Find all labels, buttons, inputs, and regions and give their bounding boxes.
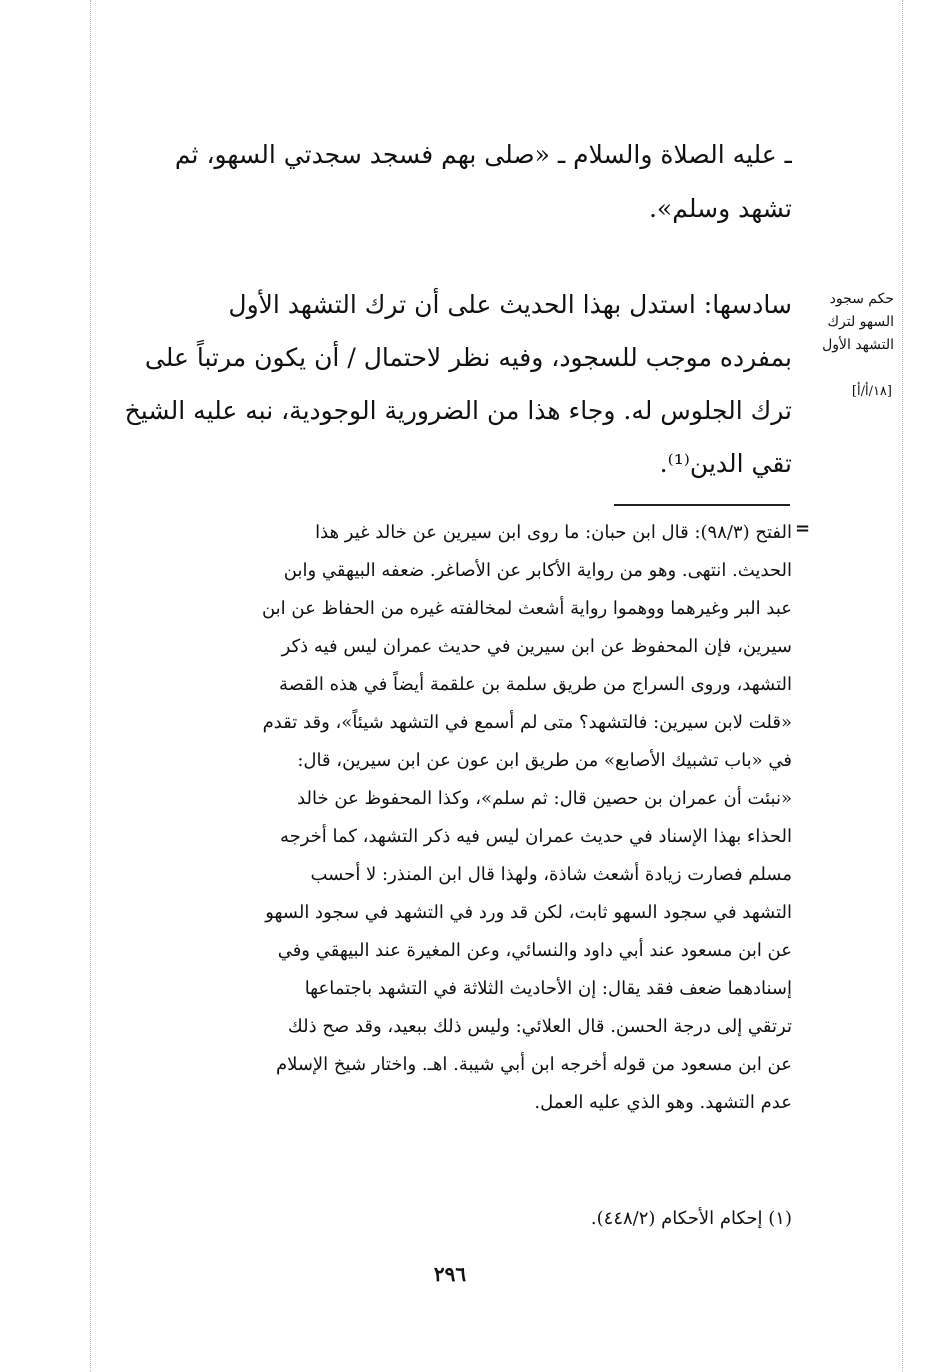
footnote-line: (١) إحكام الأحكام (٤٤٨/٢).	[590, 1208, 792, 1229]
main-paragraph-1	[110, 128, 792, 236]
main-paragraph-2	[110, 278, 792, 490]
footnote-1	[110, 1200, 792, 1238]
main-line: تقي الدين⁽¹⁾.	[659, 449, 792, 478]
footnote-line: ترتقي إلى درجة الحسن. قال العلائي: وليس ذلك ببعيد، وقد صح ذلك	[287, 1016, 792, 1037]
right-scan-edge	[902, 0, 903, 1372]
margin-line: السهو لترك	[827, 314, 894, 330]
footnote-line: «قلت لابن سيرين: فالتشهد؟ متى لم أسمع في التشهد شيئاً»، وقد تقدم	[262, 712, 792, 733]
footnote-line: التشهد في سجود السهو ثابت، لكن قد ورد في التشهد في سجود السهو	[265, 902, 792, 923]
margin-line: حكم سجود	[829, 291, 894, 307]
margin-line: التشهد الأول	[822, 337, 894, 353]
footnote-line: عن ابن مسعود من قوله أخرجه ابن أبي شيبة. اهـ. واختار شيخ الإسلام	[275, 1054, 792, 1075]
footnote-line: إسنادهما ضعف فقد يقال: إن الأحاديث الثلاثة في التشهد باجتماعها	[304, 978, 792, 999]
footnote-separator	[614, 504, 790, 506]
main-line: تشهد وسلم».	[648, 194, 792, 223]
footnote-line: مسلم فصارت زيادة أشعث شاذة، ولهذا قال ابن المنذر: لا أحسب	[310, 864, 792, 885]
main-line: ترك الجلوس له. وجاء هذا من الضرورية الوجودية، نبه عليه الشيخ	[124, 396, 792, 425]
main-line: سادسها: استدل بهذا الحديث على أن ترك التشهد الأول	[228, 290, 792, 319]
footnote-line: عدم التشهد. وهو الذي عليه العمل.	[534, 1092, 792, 1113]
footnote-line: عن ابن مسعود عند أبي داود والنسائي، وعن المغيرة عند البيهقي وفي	[277, 940, 792, 961]
main-line: بمفرده موجب للسجود، وفيه نظر لاحتمال / أن يكون مرتباً على	[144, 343, 792, 372]
continuation-mark: =	[795, 518, 811, 539]
footnote-line: الحديث. انتهى. وهو من رواية الأكابر عن الأصاغر. ضعفه البيهقي وابن	[283, 560, 792, 581]
footnote-line: عبد البر وغيرهما ووهموا رواية أشعث لمخالفته غيره من الحفاظ عن ابن	[261, 598, 792, 619]
main-line: ـ عليه الصلاة والسلام ـ «صلى بهم فسجد سجدتي السهو، ثم	[174, 140, 792, 169]
footnote-line: الفتح (٩٨/٣): قال ابن حبان: ما روى ابن سيرين عن خالد غير هذا	[315, 522, 792, 543]
margin-heading	[798, 288, 894, 357]
footnotes-block	[110, 514, 792, 1122]
footnote-line: «نبئت أن عمران بن حصين قال: ثم سلم»، وكذا المحفوظ عن خالد	[297, 788, 792, 809]
left-scan-edge	[90, 0, 91, 1372]
footnote-line: التشهد، وروى السراج من طريق سلمة بن علقمة أيضاً في هذه القصة	[279, 674, 792, 695]
page-number: ٢٩٦	[433, 1262, 467, 1286]
footnote-line: الحذاء بهذا الإسناد في حديث عمران ليس فيه ذكر التشهد، كما أخرجه	[279, 826, 792, 847]
footnote-line: سيرين، فإن المحفوظ عن ابن سيرين في حديث عمران ليس فيه ذكر	[281, 636, 792, 657]
manuscript-folio-ref: [١٨/أ/أ]	[851, 384, 892, 399]
footnote-line: في «باب تشبيك الأصابع» من طريق ابن عون عن ابن سيرين، قال:	[297, 750, 792, 771]
